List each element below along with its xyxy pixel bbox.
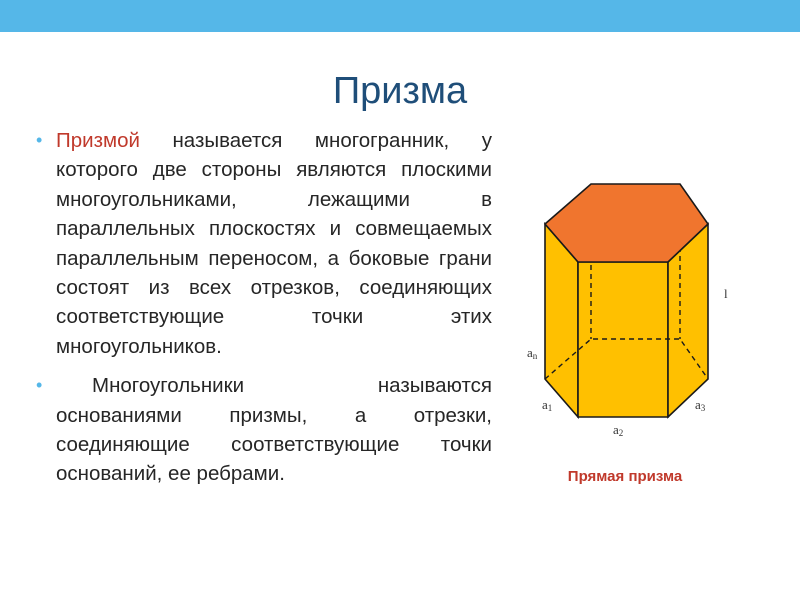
bullet-bases bbox=[36, 371, 492, 489]
bullet-icon: • bbox=[36, 130, 43, 150]
figure-caption: Прямая призма bbox=[567, 468, 683, 485]
definition-text bbox=[36, 126, 492, 489]
label-a3: a3 bbox=[695, 397, 706, 413]
slide-title: Призма bbox=[332, 70, 468, 112]
prism-figure bbox=[520, 176, 750, 446]
label-a1: a1 bbox=[542, 397, 553, 413]
bullet-icon: • bbox=[36, 375, 43, 396]
bullet-definition bbox=[36, 126, 492, 361]
label-an: an bbox=[527, 345, 538, 361]
bullet-definition-text: называется многогранник, у которого две стороны являются плоскими многоугольниками, лежащими в параллельных плоскостях и совмещаемых параллельным переносом, а боковые грани состоят из всех отрезков, соединяющих соответствующие точки этих многоугольников. bbox=[56, 129, 492, 358]
label-l: l bbox=[724, 286, 728, 301]
top-accent-bar bbox=[0, 0, 800, 32]
label-a2: a2 bbox=[613, 422, 624, 438]
highlight-term: Призмой bbox=[56, 129, 140, 152]
bullet-bases-text: Многоугольники называются основаниями призмы, а отрезки, соединяющие соответствующие точки оснований, ее ребрами. bbox=[56, 374, 492, 486]
